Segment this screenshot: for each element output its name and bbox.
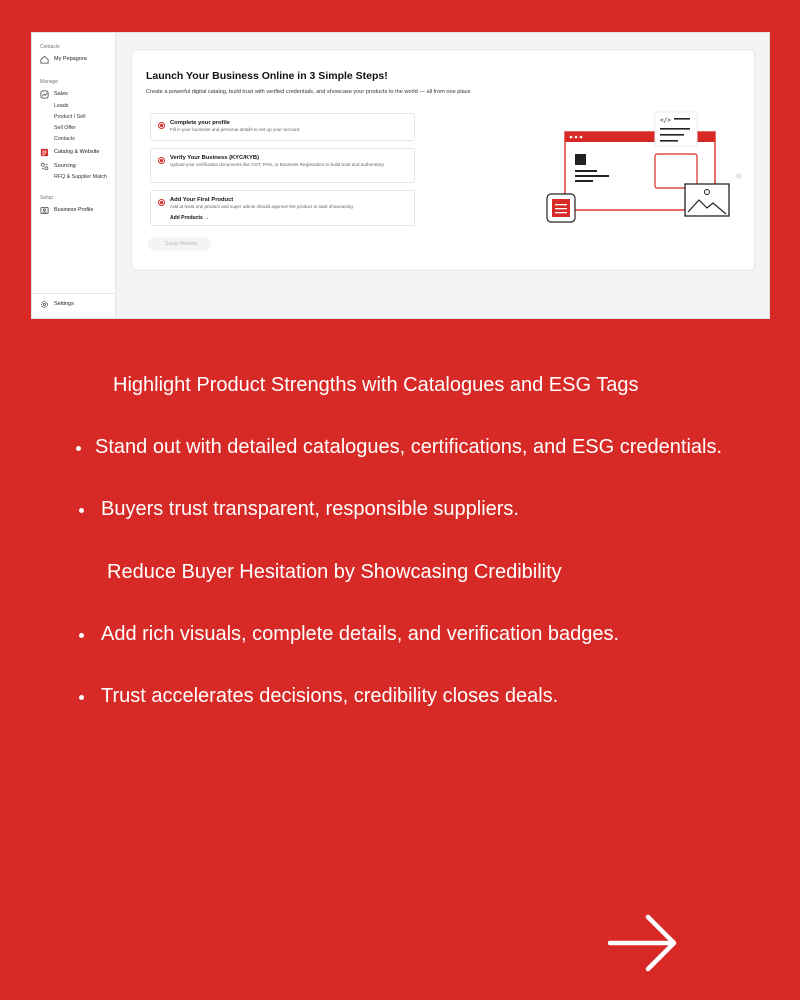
- step-status-icon: [158, 157, 165, 164]
- bullet-dot: [79, 695, 84, 700]
- arrow-right-icon[interactable]: [608, 914, 678, 972]
- sidebar-item-settings[interactable]: [40, 299, 74, 309]
- step-verify-business[interactable]: [150, 148, 415, 183]
- step-title: Add Your First Product: [170, 197, 234, 203]
- card-title: Launch Your Business Online in 3 Simple Steps!: [146, 70, 388, 82]
- website-illustration-icon: [537, 102, 757, 232]
- gear-icon: [40, 300, 49, 309]
- step-status-icon: [158, 122, 165, 129]
- sidebar-sub-rfq[interactable]: RFQ & Supplier Match: [54, 174, 107, 180]
- chart-icon: [40, 90, 49, 99]
- step-complete-profile[interactable]: [150, 113, 415, 141]
- sidebar-item-label: Catalog & Website: [54, 149, 100, 155]
- headline-catalogues: Highlight Product Strengths with Catalogues and ESG Tags: [113, 374, 639, 396]
- sidebar-section-setup: Setup: [40, 195, 54, 201]
- sidebar-item-sourcing[interactable]: [40, 161, 76, 171]
- step-add-product[interactable]: [150, 190, 415, 226]
- profile-icon: [40, 206, 49, 215]
- sidebar-item-label: Sourcing: [54, 163, 76, 169]
- sidebar-section-contacts: Contacts: [40, 44, 60, 50]
- bullet-item: Add rich visuals, complete details, and verification badges.: [101, 623, 619, 646]
- sidebar-sub-contacts[interactable]: Contacts: [54, 136, 75, 142]
- svg-text:</>: </>: [660, 117, 671, 124]
- sidebar-sub-leads[interactable]: Leads: [54, 103, 69, 109]
- dashboard-screenshot: [31, 32, 770, 319]
- sidebar-item-label: Business Profile: [54, 207, 94, 213]
- onboarding-card: [131, 49, 755, 271]
- bullet-dot: [79, 508, 84, 513]
- step-status-icon: [158, 199, 165, 206]
- headline-credibility: Reduce Buyer Hesitation by Showcasing Credibility: [107, 561, 562, 583]
- sidebar-item-label: My Pepagora: [54, 56, 87, 62]
- card-description: Create a powerful digital catalog, build trust with verified credentials, and showcase your products to the world — all from one place: [146, 89, 471, 95]
- carousel-dot[interactable]: [736, 173, 742, 179]
- sidebar: [32, 33, 116, 318]
- sidebar-item-my-pepagora[interactable]: [40, 54, 87, 64]
- step-desc: Upload your verification documents like GST, PAN, or Business Registration to build trust and authenticity.: [170, 162, 385, 167]
- sidebar-item-catalog-website[interactable]: [40, 147, 99, 157]
- sidebar-item-sales[interactable]: [40, 89, 68, 99]
- sidebar-sub-sell-offer[interactable]: Sell Offer: [54, 125, 76, 131]
- sidebar-sub-product-i-sell[interactable]: Product I Sell: [54, 114, 86, 120]
- sidebar-item-label: Sales: [54, 91, 68, 97]
- bullet-dot: [79, 633, 84, 638]
- add-products-link[interactable]: Add Products →: [170, 215, 210, 221]
- bullet-item: Buyers trust transparent, responsible suppliers.: [101, 498, 519, 521]
- sourcing-icon: [40, 162, 49, 171]
- step-desc: Add at least one product and super admin should approve the product to start showcasing.: [170, 204, 355, 209]
- step-desc: Fill in your business and personal details to set up your account.: [170, 127, 301, 132]
- bullet-dot: [76, 446, 81, 451]
- home-icon: [40, 55, 49, 64]
- bullet-item: Trust accelerates decisions, credibility closes deals.: [101, 685, 558, 708]
- bullet-item: Stand out with detailed catalogues, certifications, and ESG credentials.: [95, 436, 722, 459]
- step-title: Complete your profile: [170, 120, 230, 126]
- sidebar-divider: [32, 293, 116, 294]
- setup-website-button[interactable]: Setup Website: [148, 237, 211, 251]
- sidebar-item-business-profile[interactable]: [40, 205, 93, 215]
- catalog-icon: [40, 148, 49, 157]
- step-title: Verify Your Business (KYC/KYB): [170, 155, 260, 161]
- sidebar-section-manage: Manage: [40, 79, 59, 85]
- sidebar-item-label: Settings: [54, 301, 74, 307]
